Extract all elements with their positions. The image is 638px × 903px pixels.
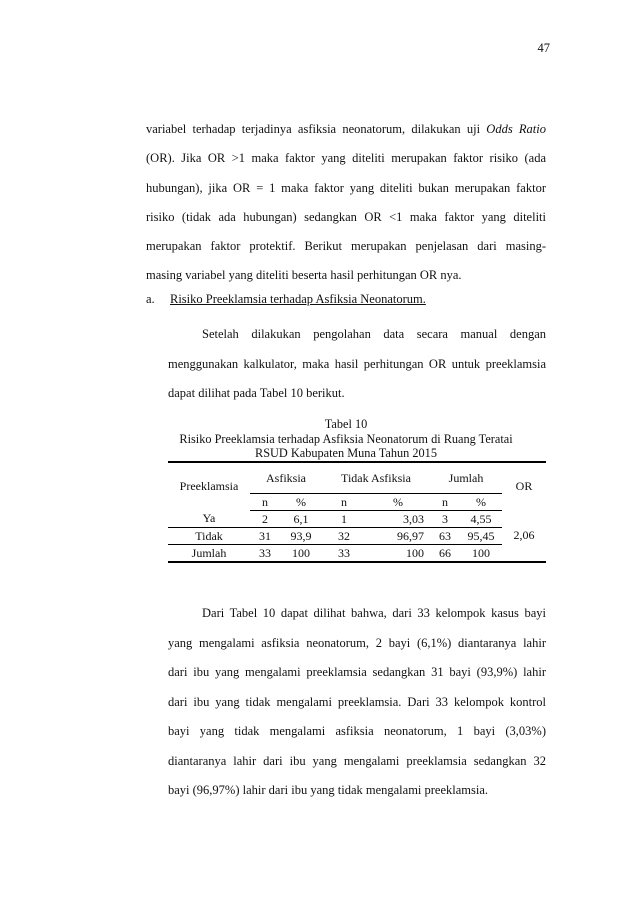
table-row bbox=[168, 511, 546, 528]
intro-paragraph bbox=[146, 115, 546, 291]
intro-line: risiko (tidak ada hubungan) sedangkan OR <1 maka faktor yang diteliti bbox=[146, 209, 546, 224]
cell-tidak-n: 33 bbox=[322, 545, 366, 563]
cell-tidak-pct: 100 bbox=[366, 545, 430, 563]
cell-jumlah-n: 63 bbox=[430, 528, 460, 545]
section-letter: a. bbox=[146, 292, 155, 306]
table-row bbox=[168, 528, 546, 545]
or-value: 2,06 bbox=[502, 511, 546, 563]
row-label: Jumlah bbox=[168, 545, 250, 563]
row-label: Ya bbox=[168, 511, 250, 528]
cell-jumlah-pct: 95,45 bbox=[460, 528, 502, 545]
page-number: 47 bbox=[537, 41, 550, 55]
result-paragraph bbox=[168, 599, 546, 806]
header-asfiksia: Asfiksia bbox=[250, 462, 322, 494]
cell-jumlah-pct: 100 bbox=[460, 545, 502, 563]
cell-asfiksia-pct: 93,9 bbox=[280, 528, 322, 545]
subheader-pct: % bbox=[460, 494, 502, 511]
table-number: Tabel 10 bbox=[324, 417, 368, 431]
table-row bbox=[168, 545, 546, 563]
result-line: bayi (96,97%) lahir dari ibu yang tidak mengalami preeklamsia. bbox=[168, 783, 489, 797]
subheader-n: n bbox=[250, 494, 280, 511]
table-subtitle: RSUD Kabupaten Muna Tahun 2015 bbox=[255, 446, 437, 460]
section-paragraph bbox=[168, 320, 546, 409]
header-preeklamsia: Preeklamsia bbox=[168, 462, 250, 511]
cell-tidak-n: 32 bbox=[322, 528, 366, 545]
cell-tidak-pct: 3,03 bbox=[366, 511, 430, 528]
subheader-n: n bbox=[322, 494, 366, 511]
subheader-pct: % bbox=[366, 494, 430, 511]
cell-asfiksia-n: 31 bbox=[250, 528, 280, 545]
cell-asfiksia-pct: 6,1 bbox=[280, 511, 322, 528]
intro-line: hubungan), jika OR = 1 maka faktor yang diteliti bukan merupakan faktor bbox=[146, 180, 546, 195]
cell-tidak-n: 1 bbox=[322, 511, 366, 528]
cell-jumlah-pct: 4,55 bbox=[460, 511, 502, 528]
result-line: dari ibu yang mengalami preeklamsia sedangkan 31 bayi (93,9%) lahir bbox=[168, 665, 546, 679]
result-line: yang mengalami asfiksia neonatorum, 2 bayi (6,1%) diantaranya lahir bbox=[168, 635, 546, 650]
section-title: Risiko Preeklamsia terhadap Asfiksia Neonatorum. bbox=[170, 292, 426, 306]
subheader-pct: % bbox=[280, 494, 322, 511]
section-line: menggunakan kalkulator, maka hasil perhitungan OR untuk preeklamsia bbox=[168, 356, 546, 371]
row-label: Tidak bbox=[168, 528, 250, 545]
result-line: bayi yang tidak mengalami asfiksia neonatorum, 1 bayi (3,03%) bbox=[168, 724, 546, 738]
result-line: diantaranya lahir dari ibu yang mengalami preeklamsia sedangkan 32 bbox=[168, 753, 546, 768]
cell-jumlah-n: 66 bbox=[430, 545, 460, 563]
table-title: Risiko Preeklamsia terhadap Asfiksia Neonatorum di Ruang Teratai bbox=[179, 431, 513, 446]
cell-asfiksia-pct: 100 bbox=[280, 545, 322, 563]
odds-ratio-term: Odds Ratio bbox=[486, 122, 546, 136]
header-tidak-asfiksia: Tidak Asfiksia bbox=[322, 462, 430, 494]
section-line: dapat dilihat pada Tabel 10 berikut. bbox=[168, 386, 345, 400]
intro-line: merupakan faktor protektif. Berikut merupakan penjelasan dari masing- bbox=[146, 239, 546, 254]
table-caption bbox=[146, 417, 546, 461]
intro-line: (OR). Jika OR >1 maka faktor yang diteliti merupakan faktor risiko (ada bbox=[146, 151, 546, 166]
result-line: dari ibu yang tidak mengalami preeklamsia. Dari 33 kelompok kontrol bbox=[168, 694, 546, 709]
intro-line: variabel terhadap terjadinya asfiksia neonatorum, dilakukan uji Odds Ratio bbox=[146, 122, 546, 136]
cell-asfiksia-n: 2 bbox=[250, 511, 280, 528]
intro-line: masing variabel yang diteliti beserta hasil perhitungan OR nya. bbox=[146, 268, 462, 283]
header-jumlah: Jumlah bbox=[430, 462, 502, 494]
section-line: Setelah dilakukan pengolahan data secara manual dengan bbox=[202, 327, 546, 341]
section-heading bbox=[146, 292, 426, 307]
cell-tidak-pct: 96,97 bbox=[366, 528, 430, 545]
subheader-n: n bbox=[430, 494, 460, 511]
cell-asfiksia-n: 33 bbox=[250, 545, 280, 563]
or-table bbox=[168, 461, 546, 563]
cell-jumlah-n: 3 bbox=[430, 511, 460, 528]
header-or: OR bbox=[502, 462, 546, 511]
result-line: Dari Tabel 10 dapat dilihat bahwa, dari 33 kelompok kasus bayi bbox=[202, 606, 546, 620]
